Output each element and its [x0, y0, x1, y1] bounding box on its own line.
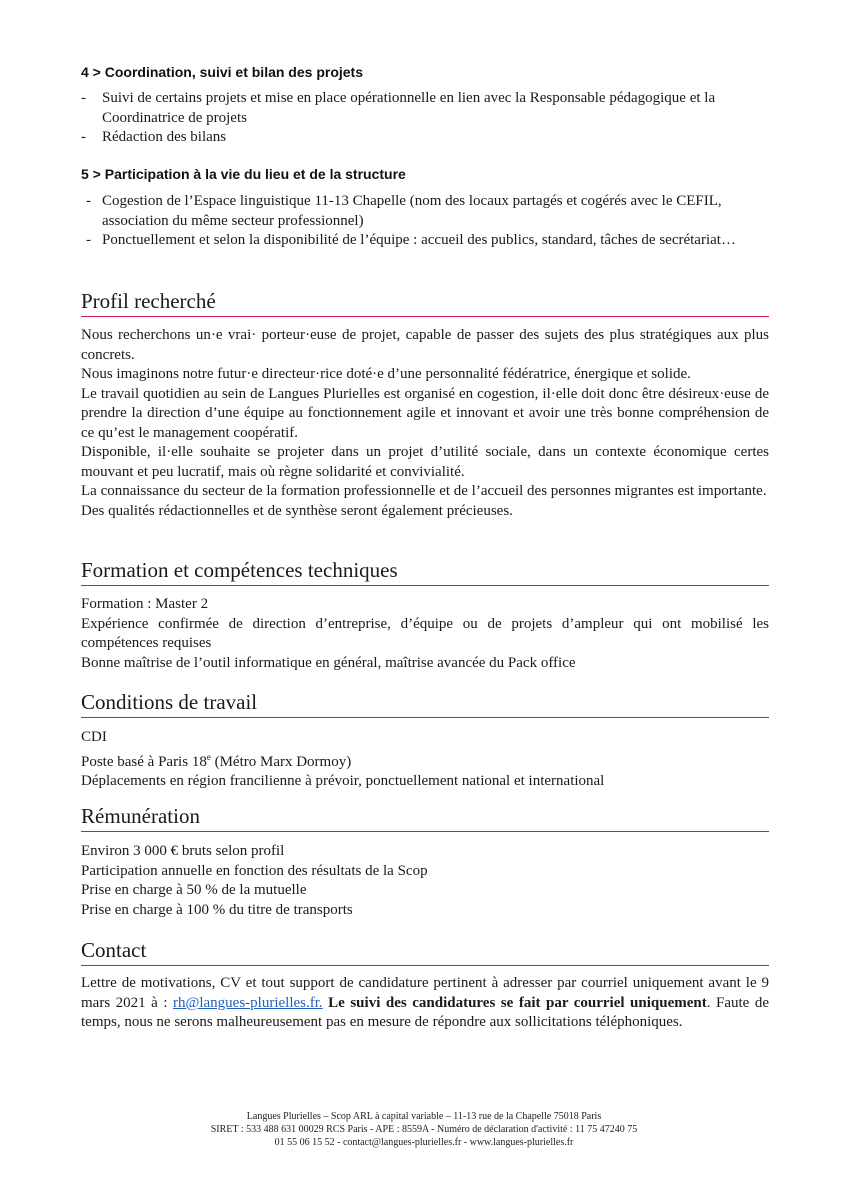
contact-bold-note: Le suivi des candidatures se fait par courriel uniquement: [322, 994, 707, 1011]
profil-line: Nous imaginons notre futur·e directeur·rice doté·e d’une personnalité fédératrice, énergique et solide.: [81, 366, 691, 382]
section-title-conditions: Conditions de travail: [81, 689, 769, 718]
section-4-heading: 4 > Coordination, suivi et bilan des projets: [81, 64, 363, 80]
list-item: - Ponctuellement et selon la disponibilité de l’équipe : accueil des publics, standard, tâches de secrétariat…: [81, 231, 771, 251]
list-item: - Rédaction des bilans: [81, 128, 771, 148]
formation-line: Expérience confirmée de direction d’entreprise, d’équipe ou de projets d’ampleur qui ont mobilisé les compétences requises: [81, 615, 769, 651]
conditions-body: [81, 728, 769, 792]
remuneration-line: Environ 3 000 € bruts selon profil: [81, 843, 285, 859]
bullet-dash: -: [86, 193, 91, 209]
section-title-contact: Contact: [81, 937, 769, 966]
footer-line: SIRET : 533 488 631 00029 RCS Paris - APE : 8559A - Numéro de déclaration d'activité : 11 75 47240 75: [210, 1124, 638, 1135]
conditions-cdi: CDI: [81, 729, 107, 745]
remuneration-line: Prise en charge à 100 % du titre de transports: [81, 901, 353, 918]
section-4-list: [81, 89, 771, 148]
footer-line: 01 55 06 15 52 - contact@langues-plurielles.fr - www.langues-plurielles.fr: [274, 1137, 574, 1148]
remuneration-line: Prise en charge à 50 % de la mutuelle: [81, 882, 307, 898]
formation-body: [81, 595, 769, 673]
remuneration-body: [81, 842, 769, 920]
profil-body: [81, 326, 769, 521]
bullet-dash: -: [81, 90, 86, 106]
section-title-profil: Profil recherché: [81, 288, 769, 317]
list-item: - Suivi de certains projets et mise en place opérationnelle en lien avec la Responsable pédagogique et la Coordinatrice de projets: [81, 90, 716, 126]
formation-line: Bonne maîtrise de l’outil informatique en général, maîtrise avancée du Pack office: [81, 654, 576, 671]
footer-line: Langues Plurielles – Scop ARL à capital variable – 11-13 rue de la Chapelle 75018 Paris: [246, 1111, 602, 1122]
email-link[interactable]: rh@langues-plurielles.fr.: [173, 994, 323, 1011]
profil-line: Le travail quotidien au sein de Langues Plurielles est organisé en cogestion, il·elle doit donc être désireux·euse de prendre la direction d’une équipe au fonctionnement agile et innovant et avoir une très bonne compréhension de ce qu’est le management coopératif.: [81, 385, 769, 441]
section-title-remuneration: Rémunération: [81, 803, 769, 832]
contact-text: Lettre de motivations, CV et tout support de candidature pertinent à adresser par courriel uniquement avant le 9 mars 2021 à : rh@langues-plurielles.fr. Le suivi des candidatures se fait par courriel uniquement. Faute de temps, nous ne serons malheureusement pas en mesure de répondre aux sollicitations téléphoniques.: [81, 975, 770, 1030]
conditions-poste: Poste basé à Paris 18e (Métro Marx Dormoy): [81, 751, 352, 770]
profil-line: Des qualités rédactionnelles et de synthèse seront également précieuses.: [81, 502, 513, 519]
bullet-dash: -: [81, 129, 86, 145]
bullet-dash: -: [86, 232, 91, 248]
profil-line: Disponible, il·elle souhaite se projeter dans un projet d’utilité sociale, dans un contexte économique certes mouvant et peu lucratif, mais où règne solidarité et convivialité.: [81, 444, 769, 480]
profil-line: Nous recherchons un·e vrai· porteur·euse de projet, capable de passer des sujets des plus stratégiques aux plus concrets.: [81, 327, 769, 363]
conditions-deplacements: Déplacements en région francilienne à prévoir, ponctuellement national et international: [81, 773, 605, 789]
formation-line: Formation : Master 2: [81, 596, 209, 612]
profil-line: La connaissance du secteur de la formation professionnelle et de l’accueil des personnes migrantes est importante.: [81, 483, 767, 499]
section-5-heading: 5 > Participation à la vie du lieu et de la structure: [81, 166, 406, 182]
remuneration-line: Participation annuelle en fonction des résultats de la Scop: [81, 862, 428, 879]
list-item: - Cogestion de l’Espace linguistique 11-13 Chapelle (nom des locaux partagés et cogérés avec le CEFIL, association du même secteur professionnel): [86, 193, 722, 229]
page-footer: [0, 1110, 848, 1149]
section-5-list: [81, 192, 771, 251]
section-title-formation: Formation et compétences techniques: [81, 557, 769, 586]
contact-body: [81, 974, 769, 1033]
